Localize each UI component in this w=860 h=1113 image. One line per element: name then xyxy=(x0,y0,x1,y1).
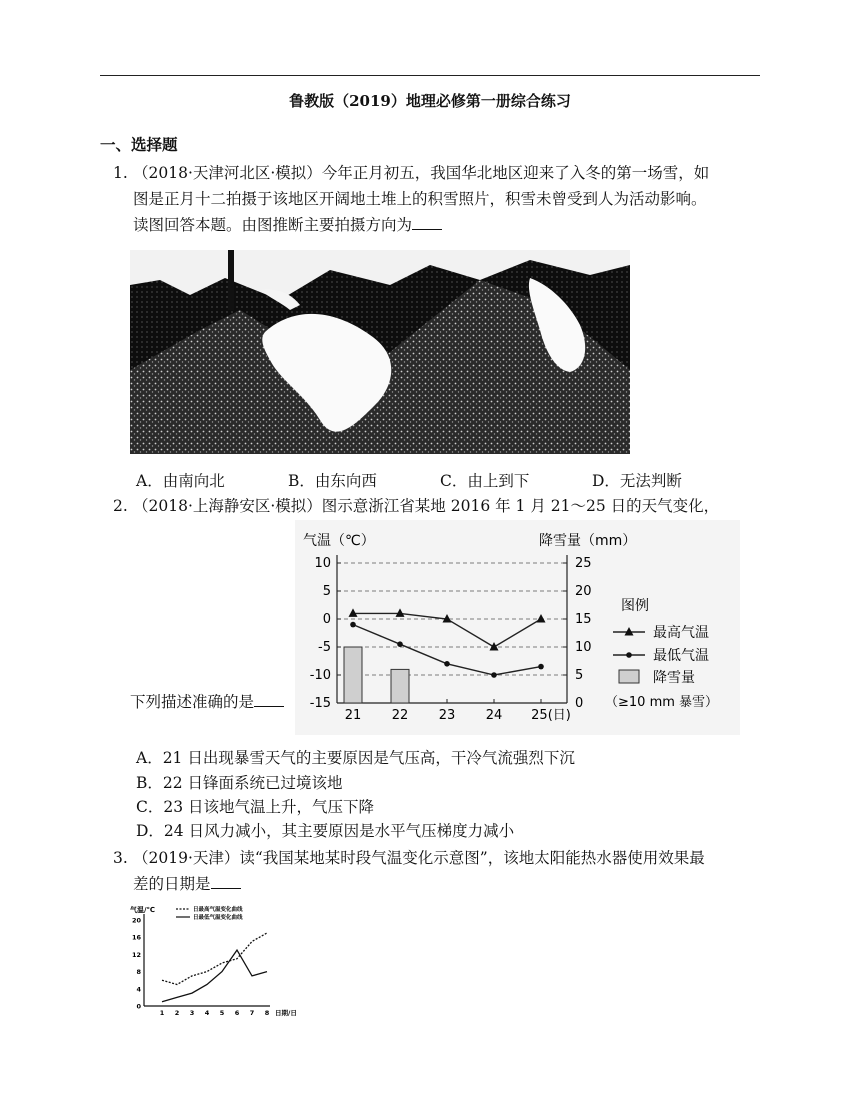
x-tick-label: 8 xyxy=(264,1009,270,1017)
chart-axes xyxy=(144,914,270,1006)
x-tick-label: 6 xyxy=(234,1009,240,1017)
x-tick-label: 24 xyxy=(485,708,503,723)
question-number: 2. xyxy=(113,497,128,515)
left-tick-label: 5 xyxy=(322,584,331,599)
option-b[interactable]: B．由东向西 xyxy=(288,472,377,490)
x-tick-label: 4 xyxy=(204,1009,210,1017)
option-a[interactable]: A．由南向北 xyxy=(136,472,225,490)
option-c[interactable]: C．23 日该地气温上升，气压下降 xyxy=(136,798,375,816)
x-axis-label: 日期/日 xyxy=(275,1009,297,1017)
header-rule xyxy=(100,75,760,76)
chart-legend xyxy=(176,905,243,921)
left-tick-label: -10 xyxy=(309,668,331,683)
y-tick-label: 8 xyxy=(136,968,141,977)
right-tick-label: 25 xyxy=(575,556,592,571)
right-tick-label: 0 xyxy=(575,696,584,711)
question-text: 图是正月十二拍摄于该地区开阔地土堆上的积雪照片，积雪未曾受到人为活动影响。 xyxy=(133,190,707,208)
legend-note: （≥10 mm 暴雪） xyxy=(605,695,719,710)
min-temp-point xyxy=(491,672,497,678)
x-tick-label: 2 xyxy=(174,1009,180,1017)
x-tick-label: 5 xyxy=(219,1009,225,1017)
x-tick-label: 21 xyxy=(344,708,362,723)
legend-min-label: 最低气温 xyxy=(653,648,709,664)
y-tick-label: 16 xyxy=(131,933,141,942)
legend-bar-swatch xyxy=(619,670,639,683)
right-tick-label: 5 xyxy=(575,668,584,683)
question-text: 读图回答本题。由图推断主要拍摄方向为 xyxy=(133,216,413,234)
x-tick-label: 1 xyxy=(159,1009,165,1017)
y-tick-label: 20 xyxy=(131,916,141,925)
page-title: 鲁教版（2019）地理必修第一册综合练习 xyxy=(289,92,571,110)
legend-min-marker xyxy=(626,652,632,658)
question-number: 3. xyxy=(113,849,128,867)
answer-blank[interactable] xyxy=(211,876,241,889)
question-text: （2018·上海静安区·模拟）图示意浙江省某地 2016 年 1 月 21～25 日的天气变化， xyxy=(133,497,720,515)
option-d[interactable]: D．24 日风力减小，其主要原因是水平气压梯度力减小 xyxy=(136,822,515,840)
min-temp-point xyxy=(538,664,544,670)
right-tick-label: 15 xyxy=(575,612,592,627)
legend-title: 图例 xyxy=(621,598,649,614)
left-tick-label: 10 xyxy=(314,556,331,571)
left-tick-label: -5 xyxy=(318,640,331,655)
y-tick-label: 0 xyxy=(136,1002,141,1011)
x-tick-label: 7 xyxy=(249,1009,255,1017)
min-temp-point xyxy=(397,641,403,647)
question-number: 1. xyxy=(113,164,128,182)
min-temp-line xyxy=(162,950,267,1002)
question-text: （2019·天津）读“我国某地某时段气温变化示意图”，该地太阳能热水器使用效果最 xyxy=(133,849,705,867)
temperature-lines xyxy=(162,933,267,1002)
legend-max-label: 日最高气温变化曲线 xyxy=(193,907,243,913)
min-temp-point xyxy=(350,622,356,628)
answer-blank[interactable] xyxy=(254,694,284,707)
y-tick-label: 12 xyxy=(131,950,141,959)
temperature-change-chart xyxy=(128,900,297,1020)
legend-max-label: 最高气温 xyxy=(653,625,709,641)
option-d[interactable]: D．无法判断 xyxy=(592,472,682,490)
question-1 xyxy=(113,160,763,238)
y-tick-label: 4 xyxy=(136,985,141,994)
section-heading: 一、选择题 xyxy=(100,135,178,154)
right-axis-label: 降雪量（mm） xyxy=(539,533,637,549)
x-tick-label: 22 xyxy=(391,708,409,723)
x-tick-label: 3 xyxy=(189,1009,195,1017)
legend-bar-label: 降雪量 xyxy=(653,670,695,686)
question-2-prompt xyxy=(113,689,763,715)
right-tick-label: 20 xyxy=(575,584,592,599)
right-tick-label: 10 xyxy=(575,640,592,655)
max-temp-line xyxy=(162,933,267,985)
left-axis-label: 气温（℃） xyxy=(303,533,375,549)
question-text: （2018·天津河北区·模拟）今年正月初五，我国华北地区迎来了入冬的第一场雪，如 xyxy=(133,164,710,182)
snow-mound-photo xyxy=(130,250,630,454)
x-tick-label: 23 xyxy=(438,708,456,723)
snow-photo-drawing xyxy=(130,250,630,454)
question-2 xyxy=(113,493,763,519)
option-a[interactable]: A．21 日出现暴雪天气的主要原因是气压高，干冷气流强烈下沉 xyxy=(136,749,575,767)
option-b[interactable]: B．22 日锋面系统已过境该地 xyxy=(136,774,343,792)
legend-min-label: 日最低气温变化曲线 xyxy=(193,915,243,921)
min-temp-point xyxy=(444,661,450,667)
question-3 xyxy=(113,845,763,897)
option-c[interactable]: C．由上到下 xyxy=(440,472,530,490)
question-text: 下列描述准确的是 xyxy=(130,693,255,711)
y-axis-label: 气温/℃ xyxy=(130,906,156,914)
question-text: 差的日期是 xyxy=(133,875,211,893)
left-tick-label: -15 xyxy=(309,696,331,711)
left-tick-label: 0 xyxy=(322,612,331,627)
x-tick-label: 25(日) xyxy=(531,708,571,723)
answer-blank[interactable] xyxy=(412,217,442,230)
